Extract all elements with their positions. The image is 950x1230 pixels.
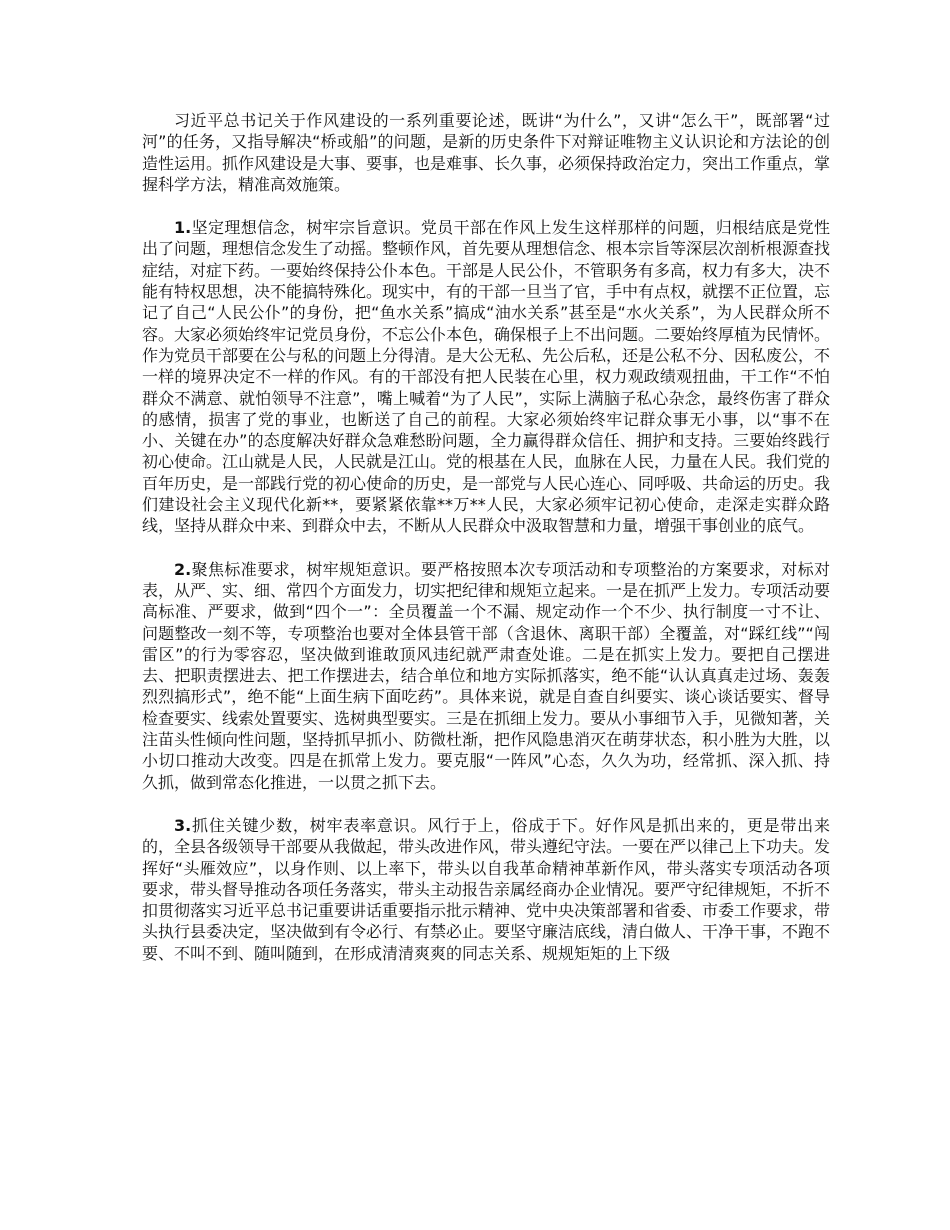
paragraph-text: 坚定理想信念，树牢宗旨意识。党员干部在作风上发生这样那样的问题，归根结底是党性出了问题，理想信念发生了动摇。整顿作风，首先要从理想信念、根本宗旨等深层次剖析根源查找症结，对症下药。一要始终保持公仆本色。干部是人民公仆，不管职务有多高，权力有多大，决不能有特权思想，决不能搞特殊化。现实中，有的干部一旦当了官，手中有点权，就摆不正位置，忘记了自己“人民公仆”的身份，把“鱼水关系”搞成“油水关系”甚至是“水火关系”，为人民群众所不容。大家必须始终牢记党员身份，不忘公仆本色，确保根子上不出问题。二要始终厚植为民情怀。作为党员干部要在公与私的问题上分得清。是大公无私、先公后私，还是公私不分、因私废公，不一样的境界决定不一样的作风。有的干部没有把人民装在心里，权力观政绩观扭曲，干工作“不怕群众不满意、就怕领导不注意”，嘴上喊着“为了人民”，实际上满脑子私心杂念，最终伤害了群众的感情，损害了党的事业，也断送了自己的前程。大家必须始终牢记群众事无小事，以“事不在小、关键在办”的态度解决好群众急难愁盼问题，全力赢得群众信任、拥护和支持。三要始终践行初心使命。江山就是人民，人民就是江山。党的根基在人民，血脉在人民，力量在人民。我们党的百年历史，是一部践行党的初心使命的历史，是一部党与人民心连心、同呼吸、共命运的历史。我们建设社会主义现代化新**，要紧紧依靠**万**人民，大家必须牢记初心使命，走深走实群众路线，坚持从群众中来、到群众中去，不断从人民群众中汲取智慧和力量，增强干事创业的底气。 bbox=[142, 218, 831, 536]
section-number: 3. bbox=[174, 815, 192, 835]
intro-paragraph bbox=[142, 110, 830, 195]
section-3-paragraph bbox=[142, 815, 830, 964]
document-page bbox=[142, 110, 830, 986]
section-number: 2. bbox=[174, 559, 192, 579]
section-2-paragraph bbox=[142, 559, 830, 793]
paragraph-text: 习近平总书记关于作风建设的一系列重要论述，既讲“为什么”，又讲“怎么干”，既部署“过河”的任务，又指导解决“桥或船”的问题，是新的历史条件下对辩证唯物主义认识论和方法论的创造性运用。抓作风建设是大事、要事，也是难事、长久事，必须保持政治定力，突出工作重点，掌握科学方法，精准高效施策。 bbox=[142, 111, 831, 194]
section-1-paragraph bbox=[142, 217, 830, 536]
paragraph-text: 抓住关键少数，树牢表率意识。风行于上，俗成于下。好作风是抓出来的，更是带出来的，全县各级领导干部要从我做起，带头改进作风，带头遵纪守法。一要在严以律己上下功夫。发挥好“头雁效应”，以身作则、以上率下，带头以自我革命精神革新作风，带头落实专项活动各项要求，带头督导推动各项任务落实，带头主动报告亲属经商办企业情况。要严守纪律规矩，不折不扣贯彻落实习近平总书记重要讲话重要指示批示精神、党中央决策部署和省委、市委工作要求，带头执行县委决定，坚决做到有令必行、有禁必止。要坚守廉洁底线，清白做人、干净干事，不跑不要、不叫不到、随叫随到，在形成清清爽爽的同志关系、规规矩矩的上下级 bbox=[142, 815, 831, 963]
section-number: 1. bbox=[174, 218, 192, 238]
paragraph-text: 聚焦标准要求，树牢规矩意识。要严格按照本次专项活动和专项整治的方案要求，对标对表，从严、实、细、常四个方面发力，切实把纪律和规矩立起来。一是在抓严上发力。专项活动要高标准、严要求，做到“四个一”：全员覆盖一个不漏、规定动作一个不少、执行制度一寸不让、问题整改一刻不等，专项整治也要对全体县管干部（含退休、离职干部）全覆盖，对“踩红线”“闯雷区”的行为零容忍，坚决做到谁敢顶风违纪就严肃查处谁。二是在抓实上发力。要把自己摆进去、把职责摆进去、把工作摆进去，结合单位和地方实际抓落实，绝不能“认认真真走过场、轰轰烈烈搞形式”，绝不能“上面生病下面吃药”。具体来说，就是自查自纠要实、谈心谈话要实、督导检查要实、线索处置要实、选树典型要实。三是在抓细上发力。要从小事细节入手，见微知著，关注苗头性倾向性问题，坚持抓早抓小、防微杜渐，把作风隐患消灭在萌芽状态，积小胜为大胜，以小切口推动大改变。四是在抓常上发力。要克服“一阵风”心态，久久为功，经常抓、深入抓、持久抓，做到常态化推进，一以贯之抓下去。 bbox=[142, 559, 831, 792]
